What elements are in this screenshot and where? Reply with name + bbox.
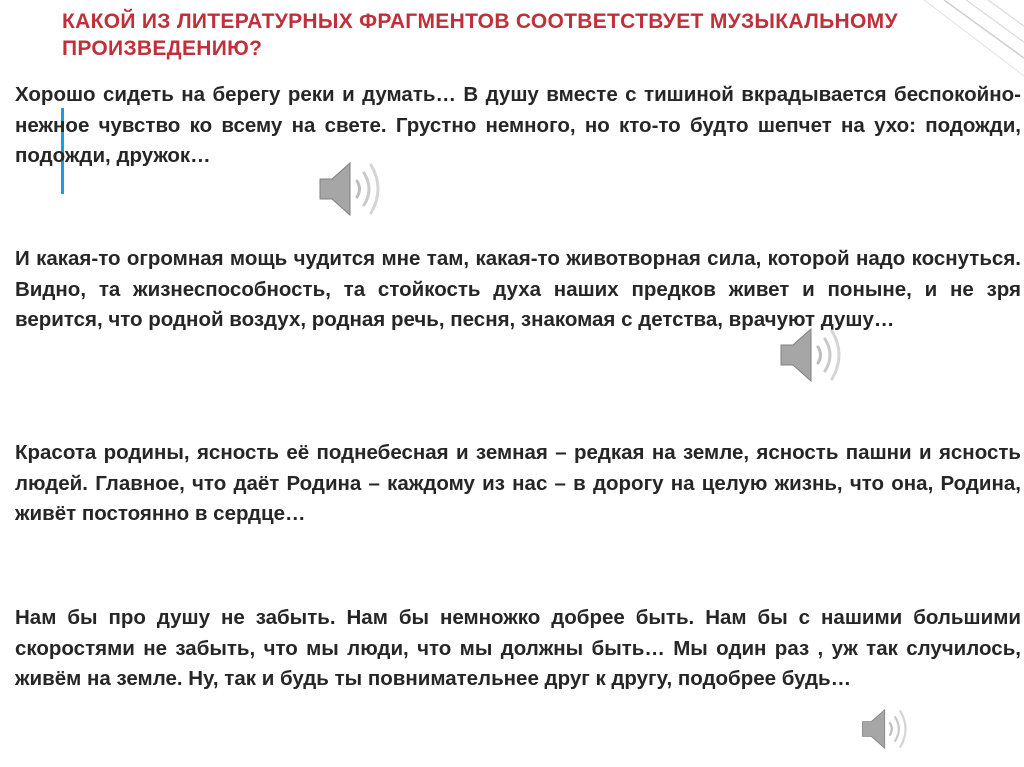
speaker-icon[interactable] (314, 154, 384, 224)
fragment-2-text: И какая-то огромная мощь чудится мне там, какая-то животворная сила, которой надо коснуться. Видно, та жизнеспособность, та стойкость духа наших предков живет и поныне, и не зря верится, что родной воздух, родная речь, песня, знакомая с детства, врачуют душу… (15, 247, 1021, 331)
fragment-3-text: Красота родины, ясность её поднебесная и земная – редкая на земле, ясность пашни и ясность людей. Главное, что даёт Родина – каждому из нас – в дорогу на целую жизнь, что она, Родина, живёт постоянно в сердце… (15, 441, 1021, 525)
speaker-icon[interactable] (858, 703, 910, 755)
speaker-icon[interactable] (775, 320, 845, 390)
fragment-4-text: Нам бы про душу не забыть. Нам бы немножко добрее быть. Нам бы с нашими большими скоростями не забыть, что мы люди, что мы должны быть… Мы один раз , уж так случилось, живём на земле. Ну, так и будь ты повнимательнее друг к другу, подобрее будь… (15, 606, 1021, 690)
fragment-1-text: Хорошо сидеть на берегу реки и думать… В душу вместе с тишиной вкрадывается беспокойно-нежное чувство ко всему на свете. Грустно немного, но кто-то будто шепчет на ухо: подожди, подожди, дружок… (15, 83, 1021, 167)
page-title: КАКОЙ ИЗ ЛИТЕРАТУРНЫХ ФРАГМЕНТОВ СООТВЕТСТВУЕТ МУЗЫКАЛЬНОМУ ПРОИЗВЕДЕНИЮ? (62, 10, 898, 60)
